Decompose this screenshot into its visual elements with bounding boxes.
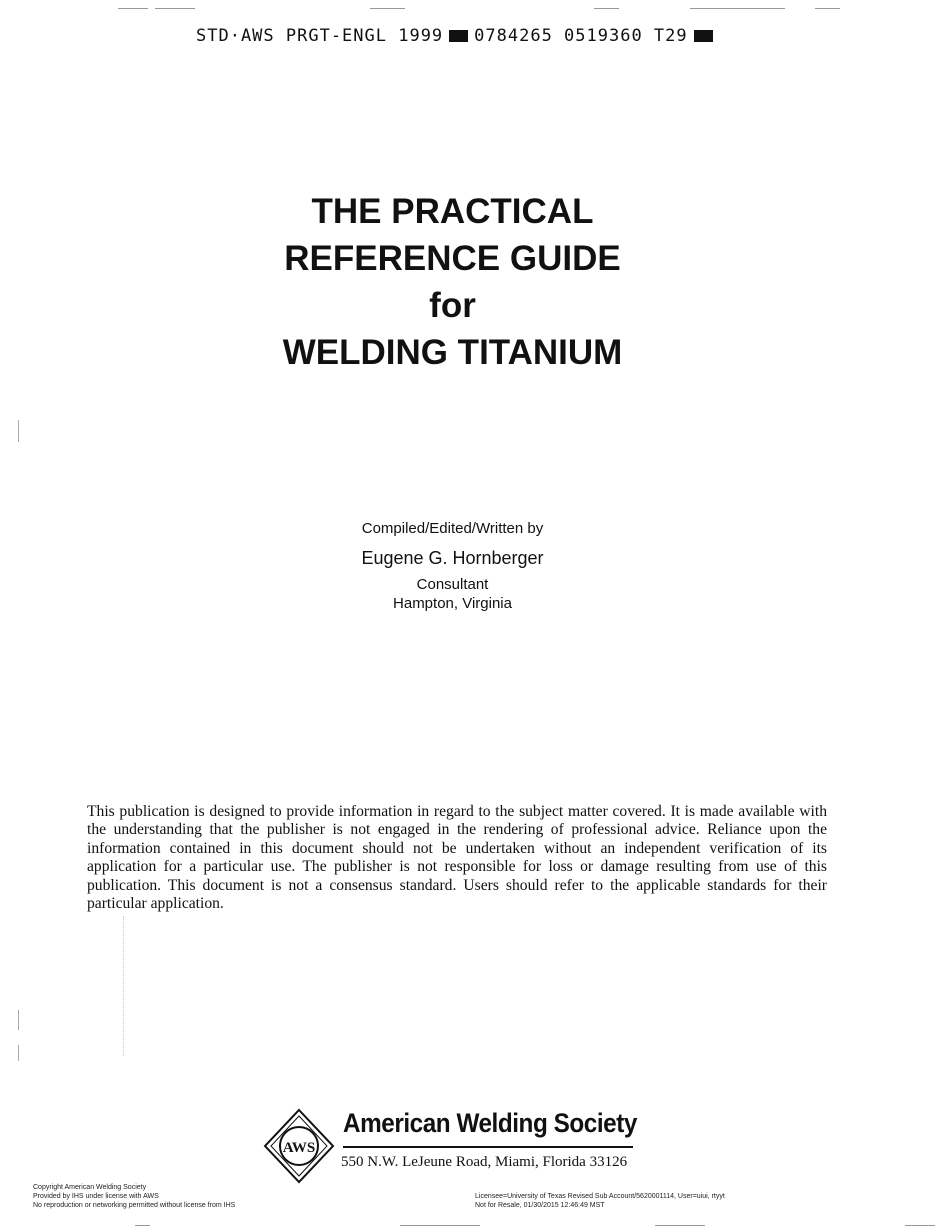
scan-mark	[400, 1225, 480, 1226]
footer-no-reproduction: No reproduction or networking permitted without license from IHS	[33, 1202, 236, 1209]
footer-provided-by: Provided by IHS under license with AWS	[33, 1193, 159, 1200]
title-line-2: REFERENCE GUIDE	[284, 239, 621, 278]
scan-mark	[18, 1010, 19, 1030]
publisher-address: 550 N.W. LeJeune Road, Miami, Florida 33126	[341, 1154, 628, 1170]
compiled-by-label: Compiled/Edited/Written by	[361, 520, 544, 537]
scan-mark	[18, 1045, 19, 1061]
scan-mark	[905, 1225, 935, 1226]
copyright-footer	[33, 1183, 235, 1210]
scan-mark	[655, 1225, 705, 1226]
scan-mark	[690, 8, 785, 9]
document-id-left: STD·AWS PRGT-ENGL 1999	[196, 26, 444, 46]
scan-mark	[815, 8, 840, 9]
publisher-name: American Welding Society	[343, 1108, 637, 1138]
title-line-1: THE PRACTICAL	[311, 192, 594, 231]
aws-logo-text: AWS	[282, 1140, 316, 1156]
footer-licensee: Licensee=University of Texas Revised Sub Account/5620001114, User=uiui, rtyyt	[475, 1193, 725, 1200]
footer-not-for-resale: Not for Resale, 01/30/2015 12:46:49 MST	[475, 1202, 605, 1209]
disclaimer-paragraph: This publication is designed to provide information in regard to the subject matter covered. It is made available with the understanding that the publisher is not engaged in the rendering of professional advice. Reliance upon the information contained in this document should not be undertaken without an independent verification of its application for a particular use. The publisher is not responsible for loss or damage resulting from use of this publication. This document is not a consensus standard. Users should refer to the applicable standards for their particular application.	[87, 803, 827, 913]
scan-mark	[155, 8, 195, 9]
document-id-right: 0784265 0519360 T29	[474, 26, 688, 46]
author-location: Hampton, Virginia	[393, 595, 512, 612]
scan-mark	[18, 420, 19, 442]
scan-mark	[118, 8, 148, 9]
author-role: Consultant	[416, 576, 489, 593]
author-name: Eugene G. Hornberger	[361, 548, 544, 568]
document-id-line	[196, 26, 756, 46]
scan-mark	[370, 8, 405, 9]
credits-block	[300, 518, 605, 613]
scan-mark	[594, 8, 619, 9]
aws-logo-icon	[263, 1108, 335, 1184]
document-title	[200, 188, 705, 376]
redaction-block	[449, 30, 468, 42]
scan-mark	[135, 1225, 150, 1226]
scan-artifact	[123, 916, 126, 1056]
publisher-block	[263, 1108, 643, 1184]
footer-copyright: Copyright American Welding Society	[33, 1184, 147, 1191]
license-footer	[475, 1192, 725, 1210]
redaction-block	[694, 30, 713, 42]
publisher-divider	[343, 1146, 633, 1148]
title-line-4: WELDING TITANIUM	[282, 333, 623, 372]
title-line-3: for	[429, 286, 476, 325]
